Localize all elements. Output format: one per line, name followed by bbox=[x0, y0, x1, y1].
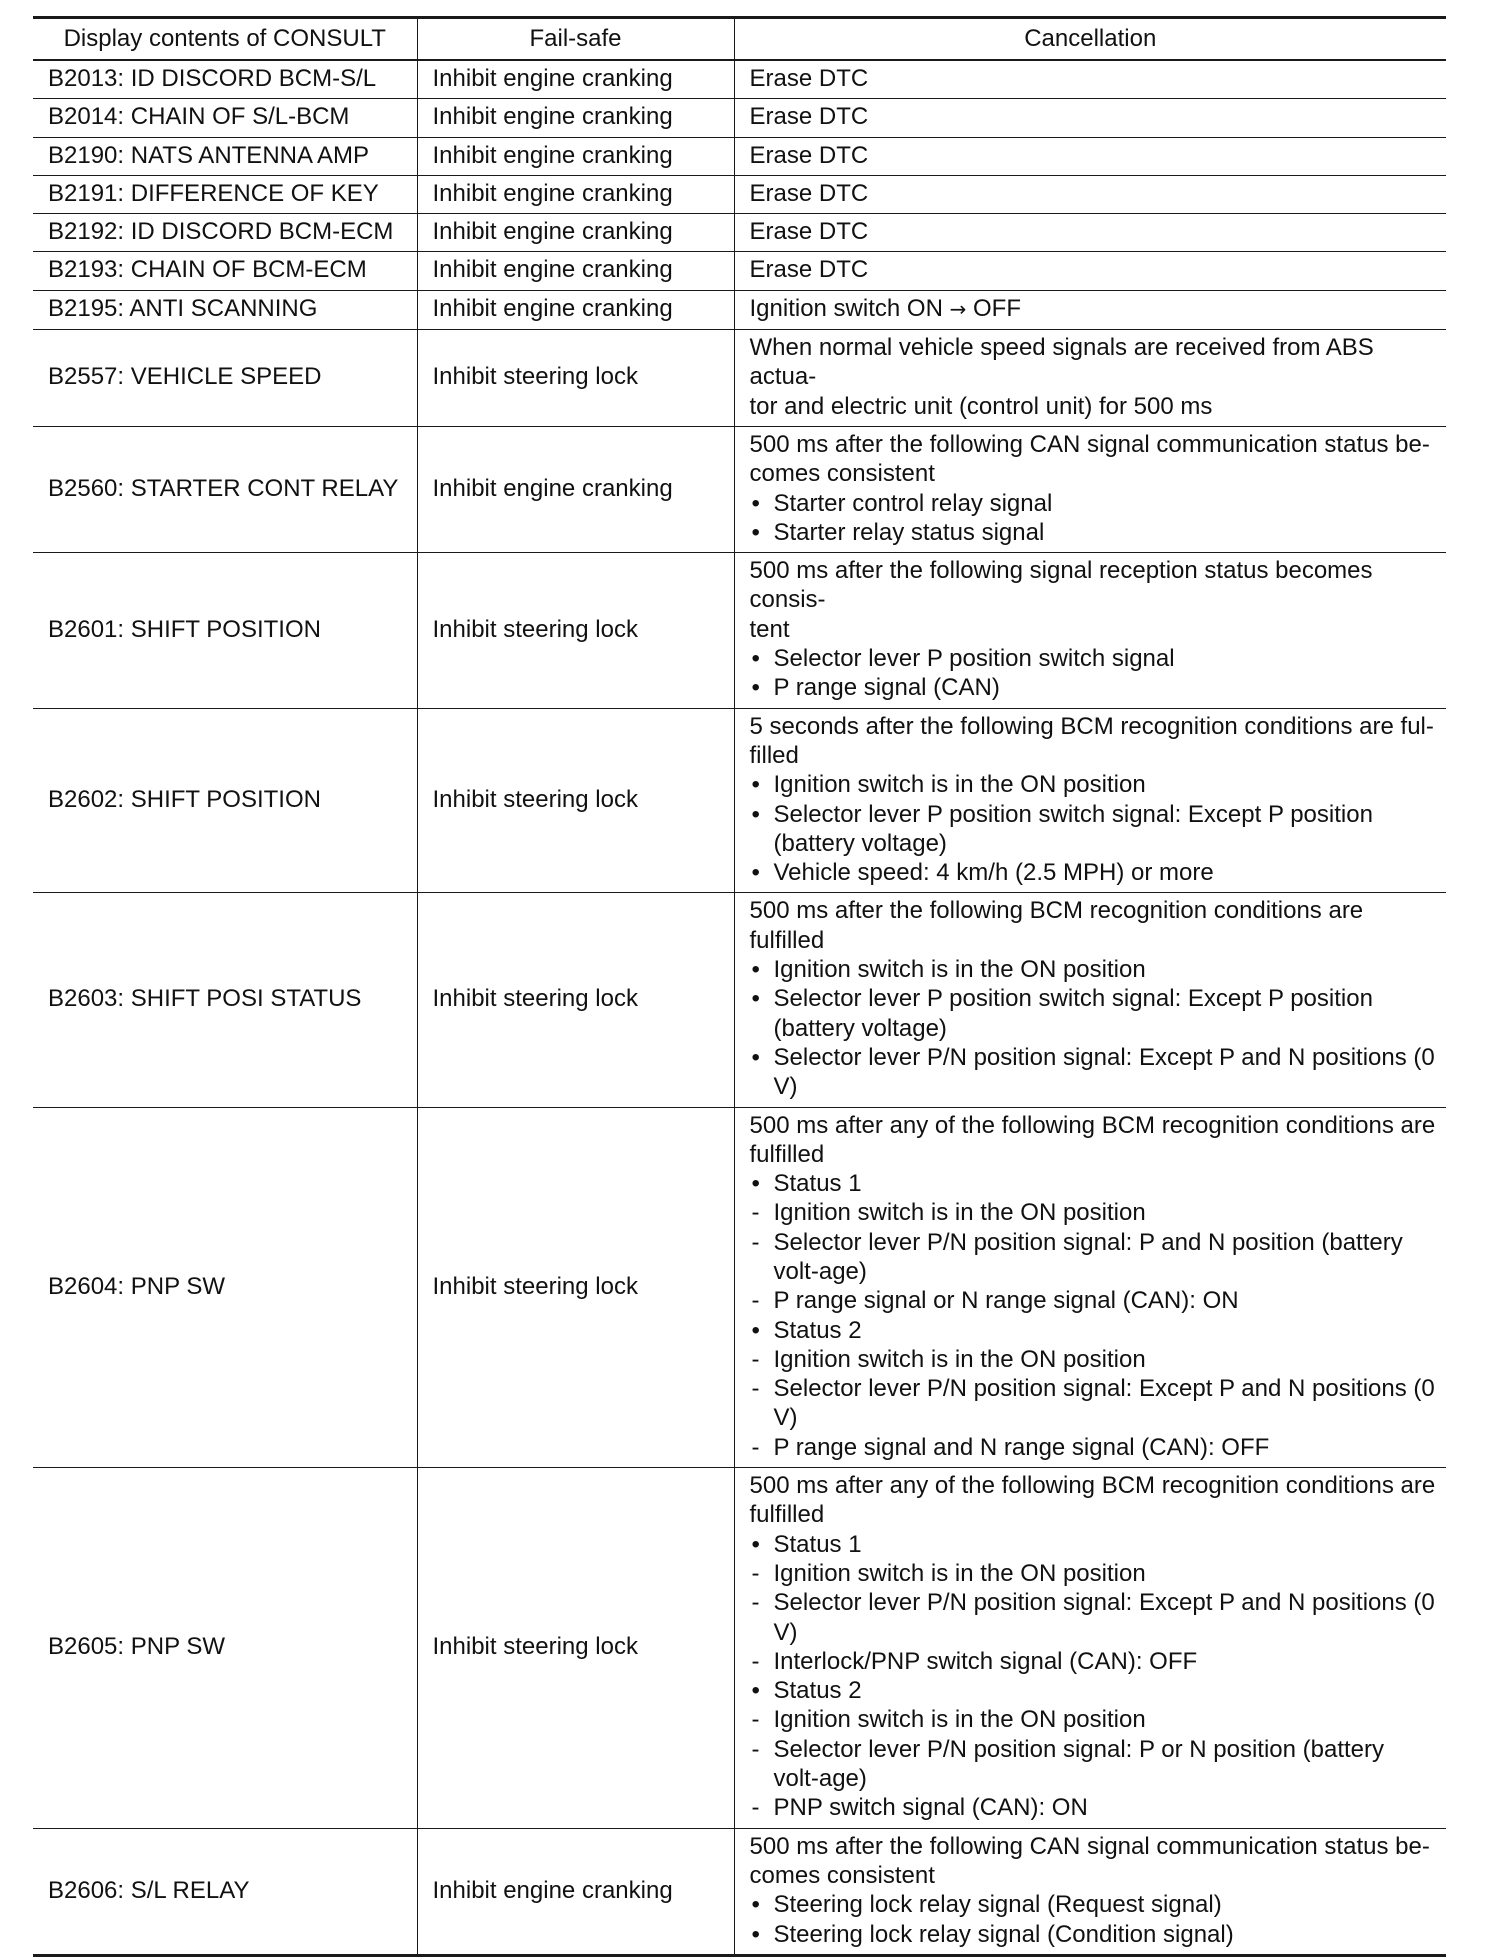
cancellation-cell bbox=[734, 214, 1446, 252]
bullet-item bbox=[750, 1920, 1437, 1949]
dash-item bbox=[750, 1286, 1437, 1315]
cancellation-text: Starter relay status signal bbox=[773, 518, 1045, 546]
cancellation-text: When normal vehicle speed signals are received from ABS actua- bbox=[749, 334, 1374, 391]
display-contents-cell: B2193: CHAIN OF BCM-ECM bbox=[48, 256, 367, 284]
bullet-item bbox=[750, 518, 1437, 547]
fail-safe-cell: Inhibit engine cranking bbox=[417, 175, 734, 213]
cancellation-text: 500 ms after the following BCM recognition conditions are fulfilled bbox=[749, 897, 1364, 954]
cancellation-cell bbox=[734, 1107, 1446, 1468]
display-contents-cell: B2603: SHIFT POSI STATUS bbox=[48, 985, 362, 1013]
dash-item bbox=[750, 1793, 1437, 1822]
table-row bbox=[33, 330, 1446, 427]
bullet-marker: • bbox=[751, 674, 760, 702]
cancellation-text: Status 1 bbox=[773, 1170, 862, 1198]
cancellation-text-line bbox=[750, 615, 1437, 644]
dash-marker: - bbox=[751, 1706, 760, 1734]
cancellation-text: Ignition switch is in the ON position bbox=[773, 771, 1146, 799]
cancellation-text: 5 seconds after the following BCM recognition conditions are ful- bbox=[749, 712, 1434, 740]
header-fail-safe: Fail-safe bbox=[417, 18, 734, 61]
cancellation-text: Steering lock relay signal (Request signal) bbox=[773, 1891, 1222, 1919]
display-contents-cell: B2560: STARTER CONT RELAY bbox=[48, 474, 399, 502]
cancellation-cell bbox=[734, 60, 1446, 99]
cancellation-text-line bbox=[750, 1832, 1437, 1861]
bullet-marker: • bbox=[751, 489, 760, 517]
cancellation-text: Selector lever P position switch signal: Except P position (battery voltage) bbox=[773, 800, 1373, 857]
header-row bbox=[33, 18, 1446, 61]
bullet-item bbox=[750, 858, 1437, 887]
bullet-marker: • bbox=[751, 1920, 760, 1948]
cancellation-cell bbox=[734, 330, 1446, 427]
dash-marker: - bbox=[751, 1559, 760, 1587]
fail-safe-cell: Inhibit steering lock bbox=[417, 1107, 734, 1468]
dash-marker: - bbox=[751, 1199, 760, 1227]
table-row bbox=[33, 252, 1446, 290]
cancellation-cell bbox=[734, 426, 1446, 552]
header-display-contents: Display contents of CONSULT bbox=[63, 25, 386, 52]
cancellation-text-line bbox=[750, 1471, 1437, 1500]
cancellation-text: 500 ms after the following signal reception status becomes consis- bbox=[749, 557, 1373, 614]
cancellation-text: comes consistent bbox=[749, 460, 935, 488]
bullet-item bbox=[750, 644, 1437, 673]
dash-item bbox=[750, 1588, 1437, 1647]
table-row bbox=[33, 893, 1446, 1107]
table-row bbox=[33, 1468, 1446, 1829]
table-row bbox=[33, 553, 1446, 708]
bullet-item bbox=[750, 770, 1437, 799]
cancellation-text: Ignition switch is in the ON position bbox=[773, 1199, 1146, 1227]
cancellation-text: Selector lever P/N position signal: P or N position (battery volt-age) bbox=[773, 1735, 1385, 1793]
display-contents-cell: B2195: ANTI SCANNING bbox=[48, 295, 318, 323]
cancellation-text-line bbox=[750, 1500, 1437, 1529]
bullet-marker: • bbox=[751, 771, 760, 799]
cancellation-text: Ignition switch is in the ON position bbox=[773, 1559, 1146, 1587]
cancellation-text: Erase DTC bbox=[749, 179, 869, 207]
cancellation-cell bbox=[734, 553, 1446, 708]
cancellation-text-line bbox=[750, 1140, 1437, 1169]
table-row bbox=[33, 708, 1446, 893]
bullet-item bbox=[750, 984, 1437, 1043]
cancellation-text: Ignition switch ON bbox=[749, 294, 943, 322]
cancellation-cell bbox=[734, 175, 1446, 213]
bullet-marker: • bbox=[751, 985, 760, 1013]
cancellation-cell bbox=[734, 1468, 1446, 1829]
cancellation-cell bbox=[734, 252, 1446, 290]
cancellation-text: tor and electric unit (control unit) for 500 ms bbox=[749, 392, 1213, 420]
bullet-item bbox=[750, 1169, 1437, 1198]
cancellation-text: comes consistent bbox=[749, 1861, 935, 1889]
cancellation-text-line bbox=[750, 294, 1437, 324]
bullet-marker: • bbox=[751, 1170, 760, 1198]
table-row bbox=[33, 1107, 1446, 1468]
cancellation-text: Status 2 bbox=[773, 1677, 862, 1705]
header-cancellation: Cancellation bbox=[734, 18, 1446, 61]
fail-safe-cell: Inhibit engine cranking bbox=[417, 137, 734, 175]
cancellation-text: 500 ms after any of the following BCM recognition conditions are bbox=[749, 1472, 1436, 1500]
display-contents-cell: B2602: SHIFT POSITION bbox=[48, 785, 321, 813]
cancellation-text-after: OFF bbox=[973, 294, 1022, 322]
dash-item bbox=[750, 1198, 1437, 1227]
bullet-marker: • bbox=[751, 645, 760, 673]
fail-safe-cell: Inhibit engine cranking bbox=[417, 290, 734, 329]
fail-safe-cell: Inhibit engine cranking bbox=[417, 214, 734, 252]
cancellation-text: Erase DTC bbox=[749, 256, 869, 284]
cancellation-cell bbox=[734, 893, 1446, 1107]
dash-item bbox=[750, 1647, 1437, 1676]
bullet-marker: • bbox=[751, 859, 760, 887]
cancellation-text-line bbox=[750, 1861, 1437, 1890]
dash-marker: - bbox=[751, 1647, 760, 1675]
bullet-item bbox=[750, 673, 1437, 702]
cancellation-text-line bbox=[750, 255, 1437, 284]
cancellation-text-line bbox=[750, 430, 1437, 459]
table-row bbox=[33, 175, 1446, 213]
dash-marker: - bbox=[751, 1287, 760, 1315]
bullet-item bbox=[750, 489, 1437, 518]
display-contents-cell: B2601: SHIFT POSITION bbox=[48, 615, 321, 643]
bullet-item bbox=[750, 1043, 1437, 1102]
cancellation-text-line bbox=[750, 333, 1437, 392]
cancellation-text: tent bbox=[749, 615, 790, 643]
dash-marker: - bbox=[751, 1735, 760, 1763]
fail-safe-cell: Inhibit steering lock bbox=[417, 708, 734, 893]
cancellation-text: Status 2 bbox=[773, 1316, 862, 1344]
fail-safe-cell: Inhibit engine cranking bbox=[417, 252, 734, 290]
dash-marker: - bbox=[751, 1433, 760, 1461]
cancellation-text: Starter control relay signal bbox=[773, 489, 1053, 517]
cancellation-text: Selector lever P/N position signal: P and N position (battery volt-age) bbox=[773, 1228, 1403, 1285]
table-body bbox=[33, 60, 1446, 1955]
cancellation-text-line bbox=[750, 64, 1437, 93]
table-row bbox=[33, 426, 1446, 552]
cancellation-text-line bbox=[750, 896, 1437, 955]
cancellation-text: 500 ms after the following CAN signal communication status be- bbox=[749, 430, 1430, 458]
cancellation-text: Steering lock relay signal (Condition signal) bbox=[773, 1920, 1234, 1948]
cancellation-cell bbox=[734, 290, 1446, 329]
cancellation-text-line bbox=[750, 392, 1437, 421]
bullet-item bbox=[750, 1530, 1437, 1559]
cancellation-text: Selector lever P position switch signal: Except P position (battery voltage) bbox=[773, 985, 1373, 1042]
cancellation-text-line bbox=[750, 1111, 1437, 1140]
cancellation-text: 500 ms after any of the following BCM recognition conditions are bbox=[749, 1111, 1436, 1139]
cancellation-text-line bbox=[750, 459, 1437, 488]
bullet-item bbox=[750, 800, 1437, 859]
table-row bbox=[33, 1828, 1446, 1955]
dash-item bbox=[750, 1228, 1437, 1287]
cancellation-text-line bbox=[750, 102, 1437, 131]
cancellation-text: Selector lever P/N position signal: Except P and N positions (0 V) bbox=[773, 1375, 1435, 1432]
bullet-marker: • bbox=[751, 800, 760, 828]
bullet-marker: • bbox=[751, 518, 760, 546]
bullet-marker: • bbox=[751, 956, 760, 984]
dash-item bbox=[750, 1433, 1437, 1462]
cancellation-text: P range signal or N range signal (CAN): ON bbox=[773, 1287, 1239, 1315]
cancellation-text: P range signal and N range signal (CAN): OFF bbox=[773, 1433, 1270, 1461]
dash-marker: - bbox=[751, 1589, 760, 1617]
cancellation-text: Interlock/PNP switch signal (CAN): OFF bbox=[773, 1647, 1198, 1675]
failsafe-table bbox=[33, 16, 1446, 1957]
cancellation-text: Status 1 bbox=[773, 1530, 862, 1558]
cancellation-text: Selector lever P position switch signal bbox=[773, 645, 1175, 673]
dash-marker: - bbox=[751, 1794, 760, 1822]
cancellation-text: Vehicle speed: 4 km/h (2.5 MPH) or more bbox=[773, 859, 1214, 887]
cancellation-text: 500 ms after the following CAN signal communication status be- bbox=[749, 1832, 1430, 1860]
fail-safe-cell: Inhibit steering lock bbox=[417, 893, 734, 1107]
dash-marker: - bbox=[751, 1375, 760, 1403]
cancellation-text: Erase DTC bbox=[749, 103, 869, 131]
cancellation-text: P range signal (CAN) bbox=[773, 674, 1000, 702]
bullet-marker: • bbox=[751, 1316, 760, 1344]
bullet-marker: • bbox=[751, 1891, 760, 1919]
cancellation-text: Ignition switch is in the ON position bbox=[773, 1345, 1146, 1373]
cancellation-text-line bbox=[750, 179, 1437, 208]
dash-marker: - bbox=[751, 1345, 760, 1373]
cancellation-text: Selector lever P/N position signal: Except P and N positions (0 V) bbox=[773, 1589, 1435, 1646]
display-contents-cell: B2604: PNP SW bbox=[48, 1272, 225, 1300]
table-row bbox=[33, 214, 1446, 252]
table-row bbox=[33, 290, 1446, 329]
display-contents-cell: B2557: VEHICLE SPEED bbox=[48, 363, 322, 391]
cancellation-text: PNP switch signal (CAN): ON bbox=[773, 1794, 1088, 1822]
cancellation-text: Erase DTC bbox=[749, 218, 869, 246]
cancellation-text: Ignition switch is in the ON position bbox=[773, 956, 1146, 984]
cancellation-text: Selector lever P/N position signal: Except P and N positions (0 V) bbox=[773, 1043, 1435, 1101]
cancellation-text-line bbox=[750, 217, 1437, 246]
cancellation-cell bbox=[734, 99, 1446, 137]
dash-item bbox=[750, 1345, 1437, 1374]
cancellation-text: Ignition switch is in the ON position bbox=[773, 1706, 1146, 1734]
table-row bbox=[33, 99, 1446, 137]
dash-item bbox=[750, 1559, 1437, 1588]
fail-safe-cell: Inhibit engine cranking bbox=[417, 60, 734, 99]
table-row bbox=[33, 137, 1446, 175]
cancellation-text-line bbox=[750, 712, 1437, 741]
fail-safe-cell: Inhibit steering lock bbox=[417, 330, 734, 427]
dash-item bbox=[750, 1735, 1437, 1794]
cancellation-text: filled bbox=[749, 741, 799, 769]
cancellation-cell bbox=[734, 708, 1446, 893]
table-header bbox=[33, 18, 1446, 61]
table-row bbox=[33, 60, 1446, 99]
dash-item bbox=[750, 1705, 1437, 1734]
bullet-marker: • bbox=[751, 1043, 760, 1071]
cancellation-text: fulfilled bbox=[749, 1501, 825, 1529]
cancellation-text: fulfilled bbox=[749, 1140, 825, 1168]
cancellation-cell bbox=[734, 1828, 1446, 1955]
display-contents-cell: B2605: PNP SW bbox=[48, 1633, 225, 1661]
display-contents-cell: B2014: CHAIN OF S/L-BCM bbox=[48, 103, 350, 131]
dash-item bbox=[750, 1374, 1437, 1433]
bullet-item bbox=[750, 1890, 1437, 1919]
cancellation-cell bbox=[734, 137, 1446, 175]
display-contents-cell: B2606: S/L RELAY bbox=[48, 1876, 250, 1904]
fail-safe-cell: Inhibit engine cranking bbox=[417, 426, 734, 552]
bullet-marker: • bbox=[751, 1677, 760, 1705]
fail-safe-cell: Inhibit engine cranking bbox=[417, 99, 734, 137]
display-contents-cell: B2192: ID DISCORD BCM-ECM bbox=[48, 218, 394, 246]
cancellation-text: Erase DTC bbox=[749, 141, 869, 169]
right-arrow-icon: → bbox=[949, 296, 967, 321]
bullet-item bbox=[750, 955, 1437, 984]
cancellation-text-line bbox=[750, 741, 1437, 770]
cancellation-text: Erase DTC bbox=[749, 65, 869, 92]
fail-safe-cell: Inhibit engine cranking bbox=[417, 1828, 734, 1955]
dash-marker: - bbox=[751, 1228, 760, 1256]
fail-safe-cell: Inhibit steering lock bbox=[417, 553, 734, 708]
cancellation-text-line bbox=[750, 141, 1437, 170]
fail-safe-cell: Inhibit steering lock bbox=[417, 1468, 734, 1829]
display-contents-cell: B2013: ID DISCORD BCM-S/L bbox=[48, 65, 377, 92]
display-contents-cell: B2190: NATS ANTENNA AMP bbox=[48, 141, 370, 169]
bullet-item bbox=[750, 1316, 1437, 1345]
bullet-item bbox=[750, 1676, 1437, 1705]
cancellation-text-line bbox=[750, 556, 1437, 615]
bullet-marker: • bbox=[751, 1530, 760, 1558]
display-contents-cell: B2191: DIFFERENCE OF KEY bbox=[48, 179, 379, 207]
